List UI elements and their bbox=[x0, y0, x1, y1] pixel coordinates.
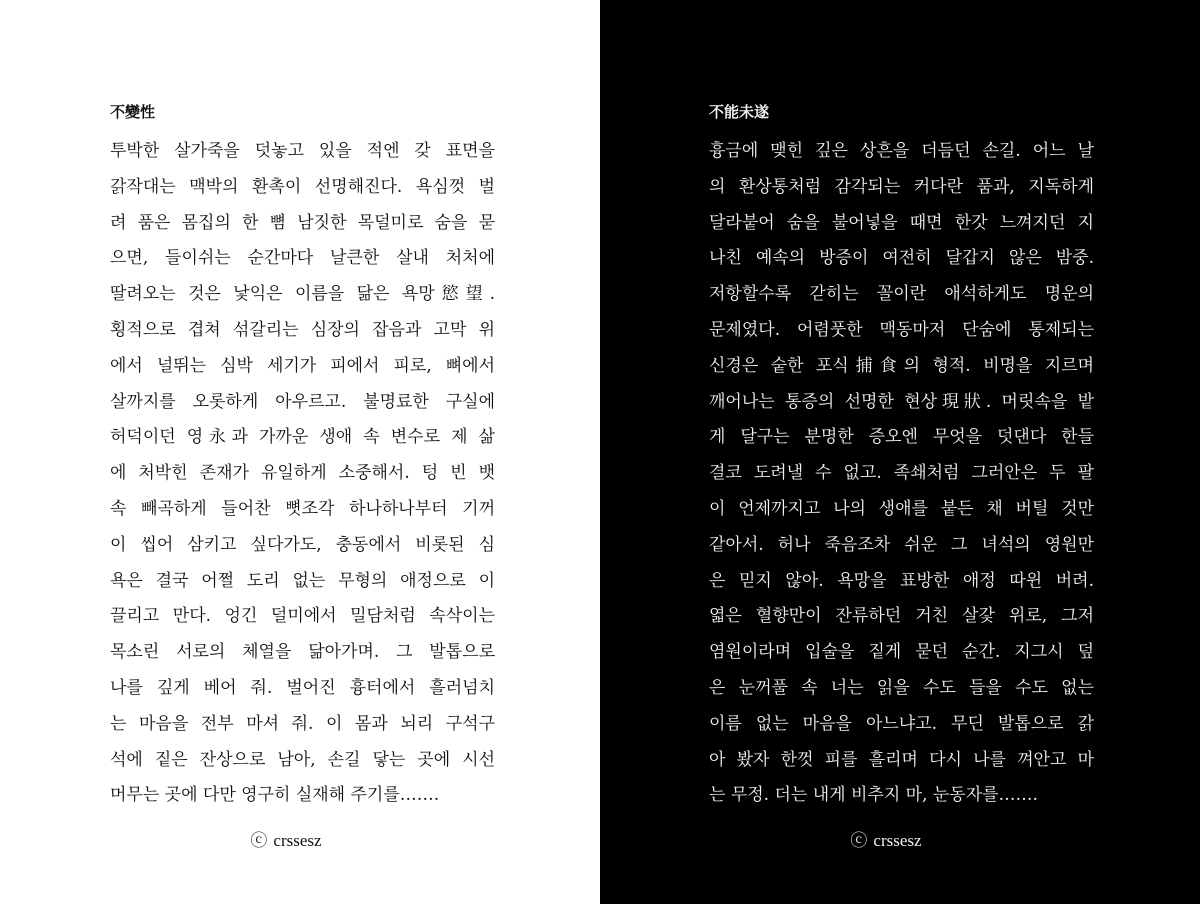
poem-line: 속 빼곡하게 들어찬 뼛조각 하나하나부터 기꺼 bbox=[110, 498, 495, 519]
poem-line: 의 환상통처럼 감각되는 커다란 품과, 지독하게 bbox=[709, 176, 1094, 197]
poem-line: 이 씹어 삼키고 싶다가도, 충동에서 비롯된 심 bbox=[110, 534, 495, 555]
poem-line: 엷은 혈향만이 잔류하던 거친 살갗 위로, 그저 bbox=[709, 606, 1094, 627]
poem-line: 목소린 서로의 체열을 닮아가며. 그 발톱으로 bbox=[110, 642, 495, 663]
poem-line: 나를 깊게 베어 줘. 벌어진 흉터에서 흘러넘치 bbox=[110, 677, 495, 698]
poem-line: 으면, 들이쉬는 순간마다 날큰한 살내 처처에 bbox=[110, 248, 495, 269]
credit-name: crssesz bbox=[273, 831, 322, 850]
poem-line: 려 품은 몸집의 한 뼘 남짓한 목덜미로 숨을 묻 bbox=[110, 212, 495, 233]
poem-line: 같아서. 허나 죽음조차 쉬운 그 녀석의 영원만 bbox=[709, 534, 1094, 555]
poem-line: 는 마음을 전부 마셔 줘. 이 몸과 뇌리 구석구 bbox=[110, 713, 495, 734]
left-poem-body bbox=[110, 134, 495, 814]
credit-name: crssesz bbox=[873, 831, 922, 850]
poem-line: 저항할수록 갇히는 꼴이란 애석하게도 명운의 bbox=[709, 284, 1094, 305]
poem-line: 깨어나는 통증의 선명한 현상現狀. 머릿속을 밭 bbox=[709, 391, 1094, 412]
left-text-block bbox=[110, 98, 495, 814]
poem-line: 투박한 살가죽을 덧놓고 있을 적엔 갖 표면을 bbox=[110, 141, 495, 161]
right-page bbox=[600, 0, 1200, 904]
poem-line: 염원이라며 입술을 짙게 묻던 순간. 지그시 덮 bbox=[709, 642, 1094, 663]
poem-line: 욕은 결국 어쩔 도리 없는 무형의 애정으로 이 bbox=[110, 570, 495, 591]
poem-line: 달라붙어 숨을 불어넣을 때면 한갓 느껴지던 지 bbox=[709, 212, 1094, 233]
poem-line: 결코 도려낼 수 없고. 족쇄처럼 그러안은 두 팔 bbox=[709, 463, 1094, 484]
poem-line: 나친 예속의 방증이 여전히 달갑지 않은 밤중. bbox=[709, 248, 1094, 269]
poem-line: 은 믿지 않아. 욕망을 표방한 애정 따윈 버려. bbox=[709, 570, 1094, 591]
left-page-title: 不變性 bbox=[110, 103, 156, 121]
poem-line: 는 무정. 더는 내게 비추지 마, 눈동자를……. bbox=[709, 785, 1038, 806]
poem-line: 아 봤자 한껏 피를 흘리며 다시 나를 껴안고 마 bbox=[709, 749, 1094, 770]
copyright-icon: ⓒ bbox=[250, 831, 268, 850]
poem-line: 갉작대는 맥박의 환촉이 선명해진다. 욕심껏 벌 bbox=[110, 176, 495, 197]
poem-line: 허덕이던 영永과 가까운 생애 속 변수로 제 삶 bbox=[110, 427, 495, 448]
poem-line: 흉금에 맺힌 깊은 상흔을 더듬던 손길. 어느 날 bbox=[709, 141, 1094, 161]
right-credit bbox=[586, 826, 1186, 851]
right-page-title: 不能未遂 bbox=[709, 103, 770, 121]
poem-line: 머무는 곳에 다만 영구히 실재해 주기를……. bbox=[110, 785, 440, 806]
poem-line: 은 눈꺼풀 속 너는 읽을 수도 들을 수도 없는 bbox=[709, 677, 1094, 698]
copyright-icon: ⓒ bbox=[850, 831, 868, 850]
poem-line: 에서 널뛰는 심박 세기가 피에서 피로, 뼈에서 bbox=[110, 355, 495, 376]
poem-line: 신경은 숱한 포식捕食의 형적. 비명을 지르며 bbox=[709, 355, 1094, 376]
poem-line: 끌리고 만다. 엉긴 덜미에서 밀담처럼 속삭이는 bbox=[110, 606, 495, 627]
poem-line: 석에 짙은 잔상으로 남아, 손길 닿는 곳에 시선 bbox=[110, 749, 495, 770]
left-credit bbox=[0, 826, 586, 851]
poem-line: 이름 없는 마음을 아느냐고. 무딘 발톱으로 갉 bbox=[709, 713, 1094, 734]
poem-line: 문제였다. 어렴풋한 맥동마저 단숨에 통제되는 bbox=[709, 319, 1094, 340]
poem-line: 횡적으로 겹쳐 섞갈리는 심장의 잡음과 고막 위 bbox=[110, 319, 495, 340]
poem-line: 에 처박힌 존재가 유일하게 소중해서. 텅 빈 뱃 bbox=[110, 463, 495, 484]
right-text-block bbox=[709, 98, 1094, 814]
right-poem-body bbox=[709, 134, 1094, 814]
poem-line: 살까지를 오롯하게 아우르고. 불명료한 구실에 bbox=[110, 391, 495, 412]
poem-line: 게 달구는 분명한 증오엔 무엇을 덧댄다 한들 bbox=[709, 427, 1094, 448]
poem-line: 딸려오는 것은 낯익은 이름을 닮은 욕망慾望. bbox=[110, 284, 495, 305]
poem-line: 이 언제까지고 나의 생애를 붙든 채 버틸 것만 bbox=[709, 498, 1094, 519]
